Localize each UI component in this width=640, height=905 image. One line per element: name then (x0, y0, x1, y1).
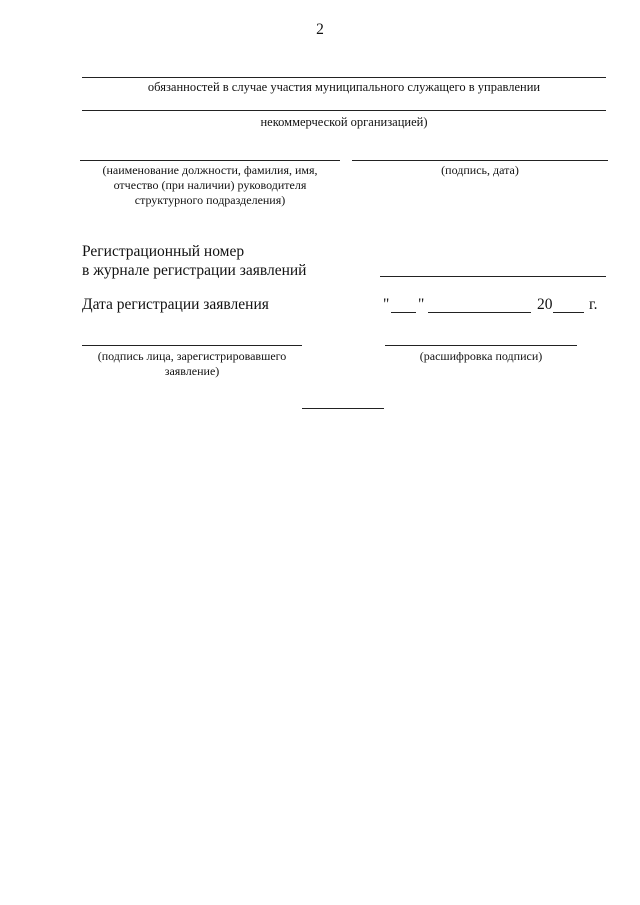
page-number: 2 (316, 21, 324, 38)
month-field (428, 312, 531, 313)
signature-decoding-line (385, 345, 577, 346)
position-caption-line-1: (наименование должности, фамилия, имя, (102, 163, 318, 177)
position-name-line (80, 160, 340, 161)
registration-number-label (82, 242, 362, 280)
header-rule-1 (82, 77, 606, 78)
date-close-quote: " (418, 296, 425, 313)
date-open-quote: " (383, 296, 390, 313)
day-field (391, 312, 416, 313)
year-prefix: 20 (537, 296, 553, 313)
registrar-signature-caption (72, 349, 312, 379)
registrar-signature-line (82, 345, 302, 346)
position-caption-line-2: отчество (при наличии) руководителя (113, 178, 307, 192)
registrar-caption-line-1: (подпись лица, зарегистрировавшего (97, 349, 287, 363)
registration-number-field (380, 276, 606, 277)
closing-separator (302, 408, 384, 409)
registration-date-label: Дата регистрации заявления (82, 296, 269, 313)
position-caption-line-3: структурного подразделения) (134, 193, 286, 207)
header-rule-2 (82, 110, 606, 111)
header-text-line-1: обязанностей в случае участия муниципального служащего в управлении (147, 80, 541, 94)
position-name-caption (80, 163, 340, 208)
registrar-caption-line-2: заявление) (164, 364, 220, 378)
registration-number-label-line-1: Регистрационный номер (82, 243, 245, 260)
registration-number-label-line-2: в журнале регистрации заявлений (82, 262, 307, 279)
signature-decoding-caption: (расшифровка подписи) (419, 349, 543, 363)
signature-date-caption: (подпись, дата) (441, 163, 519, 177)
header-text-line-2: некоммерческой организацией) (260, 115, 428, 129)
year-suffix: г. (589, 296, 598, 313)
year-field (553, 312, 584, 313)
signature-date-line (352, 160, 608, 161)
